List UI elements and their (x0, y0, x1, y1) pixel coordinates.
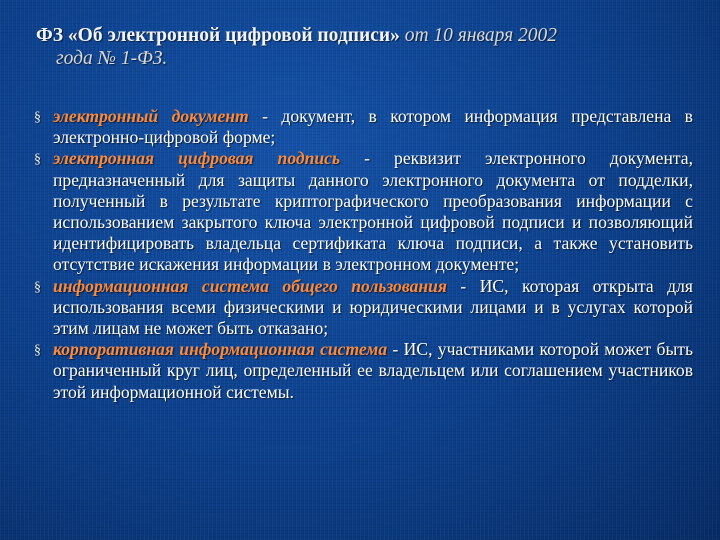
definition-text: - ИС, участниками которой может быть ограниченный круг лиц, определенный ее владельцем или соглашением участников этой информационной системы. (53, 339, 694, 402)
definition-term: корпоративная информационная система (53, 339, 388, 360)
title-law-name: ФЗ «Об электронной цифровой подписи» (36, 25, 400, 46)
slide-title (36, 24, 696, 70)
bullet-icon: § (34, 152, 41, 168)
definition-text: - документ, в котором информация представлена в электронно-цифровой форме; (53, 106, 693, 148)
definition-text: - реквизит электронного документа, предназначенный для защиты данного электронного документа от подделки, полученный в результате криптографического преобразования информации с использованием закрытого ключа электронной цифровой подписи и позволяющий идентифицировать владельца сертификата ключа подписи, а также установить отсутствие искажения информации в электронном документе; (53, 148, 693, 275)
definition-term: электронная цифровая подпись (53, 148, 341, 169)
definition-term: электронный документ (53, 106, 249, 126)
bullet-icon: § (34, 110, 41, 125)
definition-item-digital-signature (34, 148, 693, 275)
title-number: года № 1-ФЗ. (56, 48, 168, 69)
definition-item-corporate-information-system (34, 339, 693, 403)
definition-item-public-information-system (34, 276, 693, 340)
definition-term: информационная система общего пользования (53, 275, 447, 296)
definition-text: - ИС, которая открыта для использования всеми физическими и юридическими лицами и в услугах которой этим лицам не может быть отказано; (53, 275, 694, 339)
title-date: от 10 января 2002 (399, 25, 558, 46)
definitions-list (34, 106, 693, 403)
bullet-icon: § (34, 343, 41, 359)
bullet-icon: § (34, 279, 41, 295)
definition-item-electronic-document (34, 106, 693, 148)
